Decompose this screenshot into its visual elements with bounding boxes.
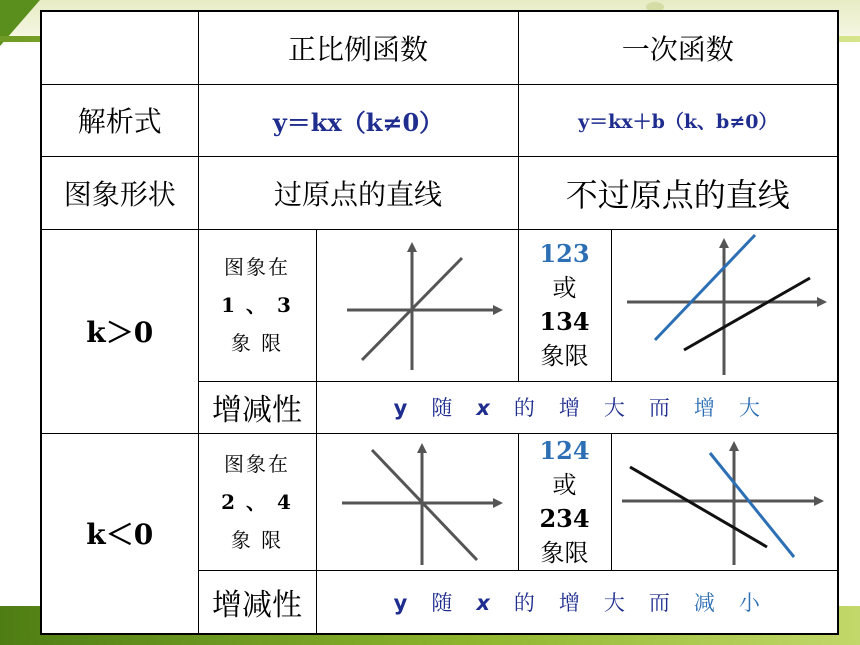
sentence-word: y <box>393 396 408 420</box>
header-proportional: 正比例函数 <box>198 11 518 84</box>
linear-quadrant-k-positive <box>518 229 611 381</box>
sentence-word-highlight: 增 <box>693 396 715 420</box>
graph-line-black <box>630 467 767 547</box>
x-axis-arrow <box>493 305 503 315</box>
linear-shape: 不过原点的直线 <box>518 156 838 229</box>
graph-proportional-k-positive-svg <box>317 230 517 380</box>
quadrant-line: 1 、 3 <box>221 293 293 317</box>
sentence-word-highlight: 小 <box>738 590 760 615</box>
quadrant-line: 图象在 <box>224 451 290 476</box>
sentence-word: 而 <box>648 590 670 615</box>
sentence-word: 随 <box>431 396 453 420</box>
sentence-word-highlight: 减 <box>693 590 715 615</box>
graph-line-blue <box>710 453 794 557</box>
sentence-word: 增 <box>558 590 580 615</box>
header-linear: 一次函数 <box>518 11 838 84</box>
row-label-k-positive: k＞0 <box>41 229 198 433</box>
quadrant-number-first: 124 <box>539 435 590 465</box>
quadrant-line: 象 限 <box>230 331 284 355</box>
sentence-word: 随 <box>431 590 453 615</box>
table-row-k-positive <box>41 229 838 381</box>
quadrant-line: 2 、 4 <box>221 489 293 514</box>
linear-formula: y＝kx＋b（k、b≠0） <box>518 84 838 156</box>
sentence-word: 大 <box>603 590 625 615</box>
header-empty-cell <box>41 11 198 84</box>
sentence-word: 大 <box>603 396 625 420</box>
proportional-quadrant-k-negative <box>198 433 316 570</box>
monotonic-sentence-k-positive <box>316 381 838 433</box>
quadrant-suffix: 象限 <box>540 538 589 567</box>
sentence-word: 增 <box>558 396 580 420</box>
sentence-word: 的 <box>513 590 535 615</box>
row-label-expression: 解析式 <box>41 84 198 156</box>
y-axis-arrow <box>407 242 417 252</box>
quadrant-number-first: 123 <box>539 239 590 268</box>
table-row-expression <box>41 84 838 156</box>
graph-linear-k-positive <box>611 229 838 381</box>
monotonic-label-k-positive: 增减性 <box>198 381 316 433</box>
graph-line <box>372 450 477 560</box>
table-row-shape <box>41 156 838 229</box>
monotonic-label-k-negative: 增减性 <box>198 570 316 634</box>
y-axis-arrow <box>417 443 427 453</box>
y-axis-arrow <box>729 441 739 451</box>
proportional-quadrant-k-positive <box>198 229 316 381</box>
table-header-row <box>41 11 838 84</box>
table-row-k-negative <box>41 433 838 570</box>
graph-linear-k-negative <box>611 433 838 570</box>
quadrant-line: 象 限 <box>230 527 284 552</box>
proportional-formula: y＝kx（k≠0） <box>198 84 518 156</box>
proportional-shape: 过原点的直线 <box>198 156 518 229</box>
row-label-shape: 图象形状 <box>41 156 198 229</box>
linear-quadrant-k-negative <box>518 433 611 570</box>
sentence-word: x <box>476 590 490 615</box>
quadrant-number-second: 134 <box>539 307 590 336</box>
graph-linear-k-positive-svg <box>612 230 837 380</box>
quadrant-or: 或 <box>552 470 577 499</box>
quadrant-number-second: 234 <box>539 503 590 533</box>
graph-proportional-k-negative <box>316 433 518 570</box>
y-axis-arrow <box>719 238 729 248</box>
x-axis-arrow <box>814 496 824 506</box>
x-axis-arrow <box>817 297 827 307</box>
sentence-word-highlight: 大 <box>738 396 760 420</box>
sentence-word: y <box>393 590 408 615</box>
sentence-word: 而 <box>648 396 670 420</box>
quadrant-or: 或 <box>552 274 577 302</box>
sentence-word: 的 <box>513 396 535 420</box>
graph-line-blue <box>655 235 755 340</box>
graph-linear-k-negative-svg <box>612 435 837 569</box>
graph-proportional-k-positive <box>316 229 518 381</box>
quadrant-line: 图象在 <box>224 255 290 279</box>
graph-proportional-k-negative-svg <box>317 435 517 569</box>
monotonic-sentence-k-negative <box>316 570 838 634</box>
x-axis-arrow <box>493 498 503 508</box>
comparison-table <box>40 10 839 635</box>
sentence-word: x <box>476 396 490 420</box>
quadrant-suffix: 象限 <box>540 342 589 370</box>
row-label-k-negative: k＜0 <box>41 433 198 634</box>
